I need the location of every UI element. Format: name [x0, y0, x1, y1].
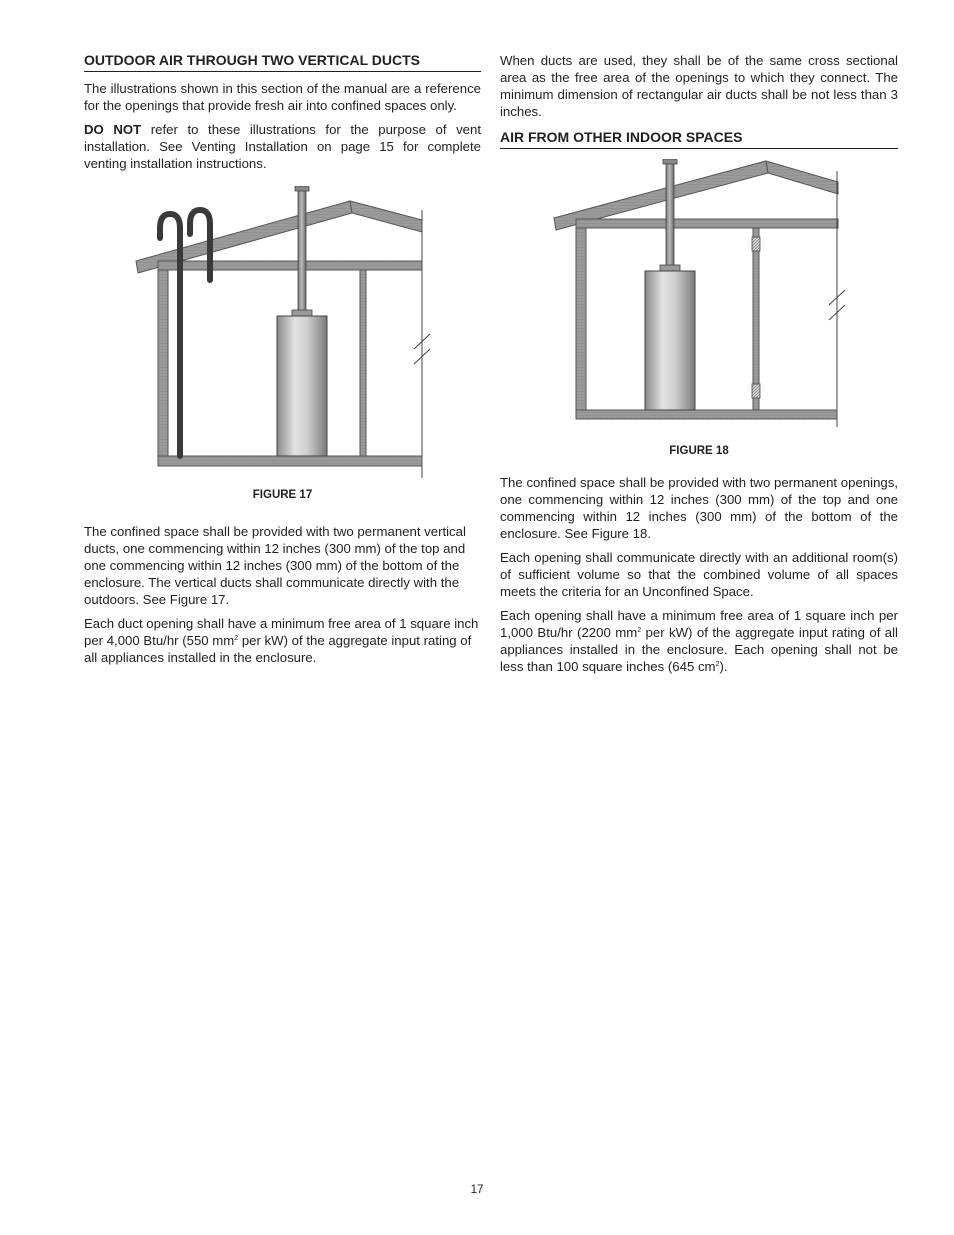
- interior-stud: [360, 270, 366, 466]
- lower-opening-grille: [752, 384, 760, 398]
- paragraph-vertical-ducts: The confined space shall be provided with two permanent vertical ducts, one commencing within 12 inches (300 mm) of the top and one commencing within 12 inches (300 mm) of the bottom of the enclosure. The vertical ducts shall communicate directly with the outdoors. See Figure 17.: [84, 524, 466, 607]
- opening-area-superscript: 2: [637, 627, 642, 634]
- paragraph-illustrations-reference: The illustrations shown in this section of the manual are a reference for the openings that provide fresh air into confined spaces only.: [84, 81, 481, 113]
- opening-area-superscript-2: 2: [715, 661, 720, 668]
- left-wall-stud: [158, 270, 168, 466]
- paragraph-permanent-openings: The confined space shall be provided with two permanent openings, one commencing within 12 inches (300 mm) of the top and one commencing within 12 inches (300 mm) of the bottom of the enclosure. See Figure 18.: [500, 475, 898, 541]
- vent-cap: [295, 186, 309, 191]
- do-not-emphasis: DO NOT: [84, 122, 142, 137]
- vent-pipe: [666, 159, 674, 271]
- vent-cap: [663, 159, 677, 164]
- ceiling-joist: [576, 219, 838, 228]
- floor-beam: [158, 456, 422, 466]
- figure-17: [84, 186, 481, 504]
- water-heater-tank: [277, 316, 327, 456]
- left-wall-stud: [576, 228, 586, 418]
- duct-area-text-a: Each duct opening shall have a minimum free area of 1 square inch per 4,000 Btu/hr (550 mm: [84, 616, 479, 648]
- figure-17-caption: FIGURE 17: [252, 489, 313, 501]
- roof-beam-right: [766, 161, 838, 194]
- page-number: 17: [470, 1184, 484, 1196]
- paragraph-do-not-vent: [84, 121, 481, 172]
- section-heading-indoor-spaces: AIR FROM OTHER INDOOR SPACES: [500, 129, 898, 149]
- upper-opening-grille: [752, 237, 760, 251]
- duct-area-text-b: per kW) of the aggregate input rating of all appliances installed in the enclosure.: [84, 633, 472, 665]
- paragraph-duct-opening-area: [84, 615, 481, 666]
- figure-18-illustration: [500, 159, 898, 441]
- right-column: [500, 52, 898, 682]
- opening-area-text-b: per kW) of the aggregate input rating of all appliances installed in the enclosure. Each opening shall not be less than 100 square inches (645 cm: [500, 625, 898, 674]
- do-not-text: refer to these illustrations for the purpose of vent installation. See Venting Installation on page 15 for complete venting installation instructions.: [84, 122, 481, 171]
- paragraph-duct-cross-section: When ducts are used, they shall be of the same cross sectional area as the free area of the openings to which they connect. The minimum dimension of rectangular air ducts shall be not less than 3 inches.: [500, 53, 898, 119]
- paragraph-opening-area: [500, 607, 898, 675]
- left-column: [84, 52, 481, 673]
- figure-18: [500, 159, 898, 460]
- ceiling-joist: [158, 261, 422, 270]
- opening-area-text-c: ).: [719, 659, 728, 674]
- floor-beam: [576, 410, 837, 419]
- figure-17-illustration: [84, 186, 481, 482]
- section-heading-outdoor-air: OUTDOOR AIR THROUGH TWO VERTICAL DUCTS: [84, 52, 481, 72]
- roof-beam-right: [350, 201, 422, 232]
- vent-pipe: [298, 186, 306, 316]
- figure-18-caption: FIGURE 18: [669, 445, 729, 457]
- opening-area-text-a: Each opening shall have a minimum free area of 1 square inch per 1,000 Btu/hr (2200 mm: [500, 608, 898, 640]
- paragraph-communicate-rooms: Each opening shall communicate directly with an additional room(s) of sufficient volume so that the combined volume of all spaces meets the criteria for an Unconfined Space.: [500, 550, 898, 599]
- duct-area-superscript: 2: [234, 635, 239, 642]
- water-heater-tank: [645, 271, 695, 410]
